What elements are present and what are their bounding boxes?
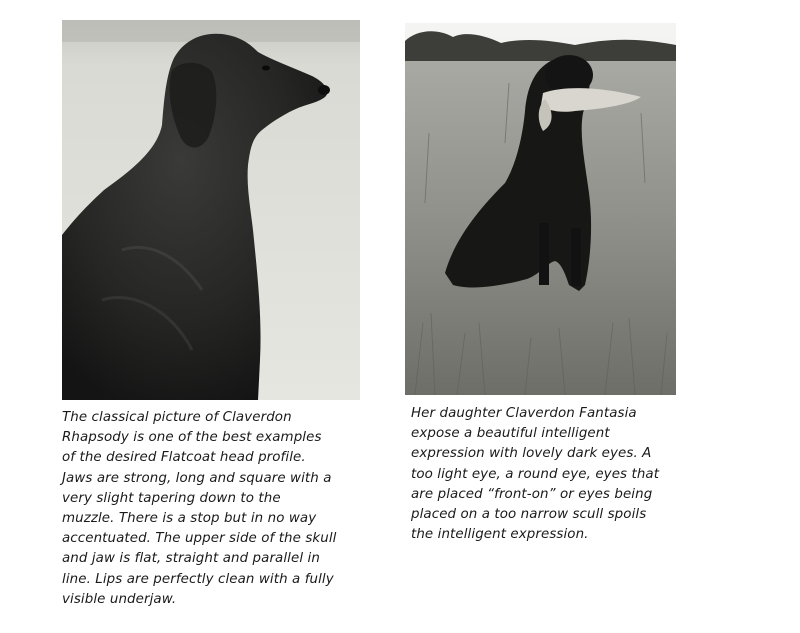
caption-line: Jaws are strong, long and square with a (62, 470, 332, 486)
caption-line: are placed “front-on” or eyes being (411, 486, 653, 502)
caption-line: expression with lovely dark eyes. A (411, 446, 652, 462)
caption-line: muzzle. There is a stop but in no way (62, 511, 317, 527)
caption-line: line. Lips are perfectly clean with a fully (62, 571, 334, 587)
caption-line: accentuated. The upper side of the skull (62, 531, 337, 547)
caption-line: Her daughter Claverdon Fantasia (411, 406, 637, 421)
dog-retrieving-photo (405, 23, 676, 395)
caption-rhapsody (62, 408, 362, 610)
caption-line: expose a beautiful intelligent (411, 426, 610, 442)
caption-line: The classical picture of Claverdon (62, 410, 292, 425)
caption-line: of the desired Flatcoat head profile. (62, 450, 306, 466)
caption-line: visible underjaw. (62, 591, 177, 607)
caption-line: and jaw is flat, straight and parallel in (62, 551, 320, 567)
caption-line: the intelligent expression. (411, 527, 589, 543)
photo-claverdon-fantasia (405, 23, 676, 395)
caption-line: placed on a too narrow scull spoils (411, 507, 647, 523)
caption-line: too light eye, a round eye, eyes that (411, 466, 660, 482)
caption-line: very slight tapering down to the (62, 490, 281, 506)
caption-line: Rhapsody is one of the best examples (62, 430, 322, 446)
photo-claverdon-rhapsody (62, 20, 360, 400)
dog-profile-photo (62, 20, 360, 400)
caption-fantasia (411, 404, 696, 545)
